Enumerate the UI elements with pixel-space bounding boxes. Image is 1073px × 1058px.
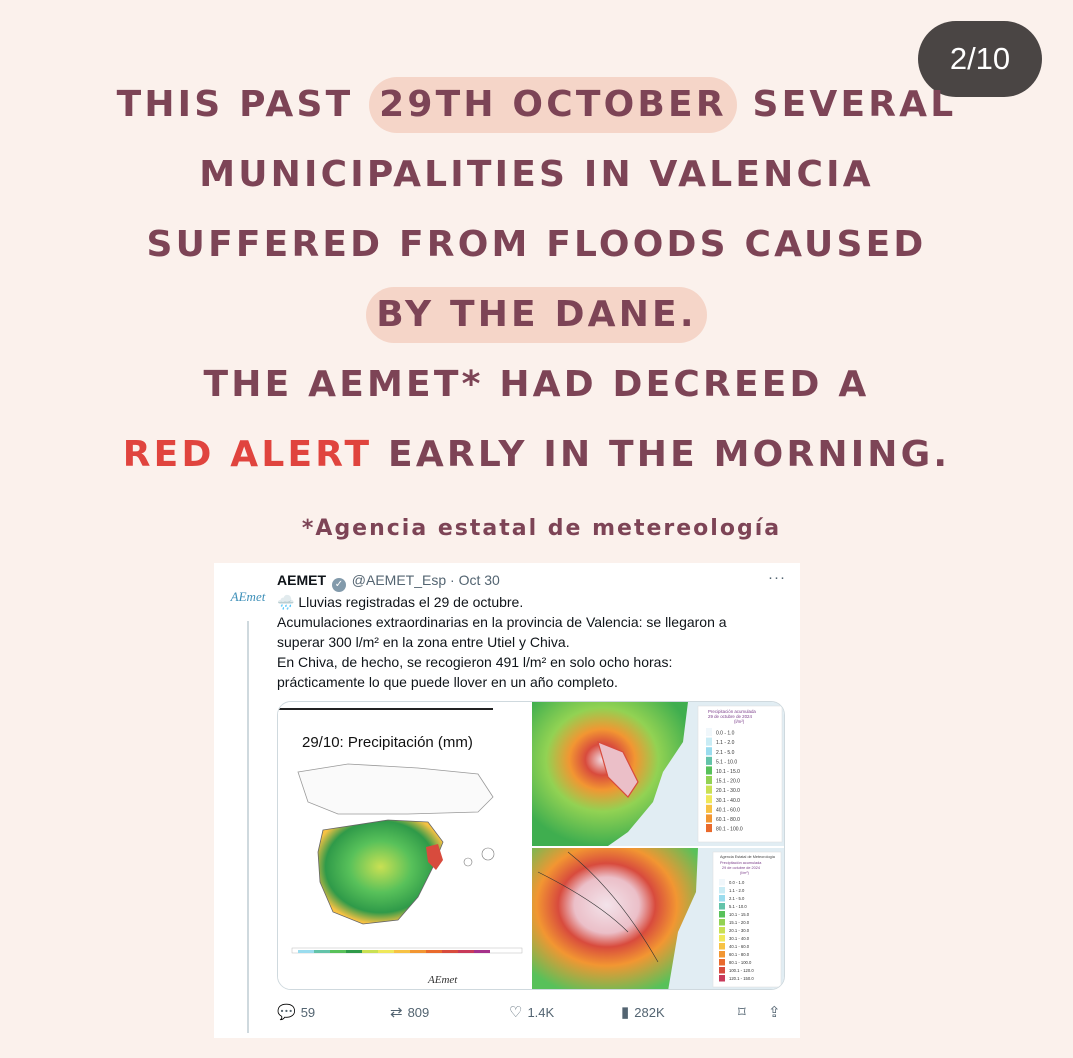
reply-button[interactable] — [277, 1003, 315, 1021]
legend-label: 15.1 - 20.0 — [729, 920, 750, 925]
tweet-line: Acumulaciones extraordinarias en la provincia de Valencia: se llegaron a — [277, 614, 727, 630]
legend-label: 0.0 - 1.0 — [716, 730, 735, 737]
tweet-date[interactable]: Oct 30 — [458, 572, 500, 588]
author-name[interactable]: AEMET — [277, 572, 326, 588]
tweet-line: prácticamente lo que puede llover en un año completo. — [277, 674, 618, 690]
views-button[interactable] — [621, 1003, 665, 1021]
headline — [0, 70, 1073, 490]
legend-swatch — [706, 738, 712, 746]
tweet-line: superar 300 l/m² en la zona entre Utiel y Chiva. — [277, 634, 570, 650]
highlight-date: 29TH OCTOBER — [369, 77, 737, 133]
legend-label: 5.1 - 10.0 — [729, 904, 747, 909]
separator-dot: · — [450, 572, 455, 588]
legend-label: 20.1 - 30.0 — [729, 928, 750, 933]
legend-swatch — [719, 911, 725, 918]
legend-label: 15.1 - 20.0 — [716, 778, 740, 785]
legend-label: 10.1 - 15.0 — [716, 769, 740, 775]
legend-label: 2.1 - 5.0 — [716, 749, 735, 756]
tweet-header — [277, 572, 500, 592]
legend-label: 5.1 - 10.0 — [716, 759, 738, 766]
share-button[interactable] — [768, 1003, 781, 1021]
svg-text:29 de octubre de 2024: 29 de octubre de 2024 — [722, 866, 761, 870]
tweet-actions — [277, 1003, 789, 1023]
legend-label: 100.1 - 120.0 — [729, 968, 754, 973]
legend-label: 60.1 - 80.0 — [729, 952, 750, 957]
legend-swatch — [719, 959, 725, 966]
legend-swatch — [719, 951, 725, 958]
headline-line-2: MUNICIPALITIES IN VALENCIA — [199, 154, 874, 195]
legend-swatch — [706, 776, 712, 784]
legend-label: 40.1 - 60.0 — [729, 944, 750, 949]
tweet-text — [277, 592, 789, 692]
legend-label: 0.0 - 1.0 — [729, 880, 745, 885]
legend-label: 2.1 - 5.0 — [729, 896, 745, 901]
legend-label: 30.1 - 40.0 — [716, 797, 740, 804]
legend-label: 80.1 - 100.0 — [716, 826, 743, 833]
legend-swatch — [706, 757, 712, 765]
legend-label: 20.1 - 30.0 — [716, 788, 740, 795]
legend-swatch — [719, 879, 725, 886]
legend-label: 40.1 - 60.0 — [716, 807, 740, 814]
legend-swatch — [706, 805, 712, 813]
repost-button[interactable] — [390, 1003, 429, 1021]
legend-swatch — [719, 943, 725, 950]
legend-label: 30.1 - 40.0 — [729, 936, 750, 941]
author-handle[interactable]: @AEMET_Esp — [351, 572, 447, 588]
precipitation-maps — [278, 702, 785, 990]
like-count: 1.4K — [527, 1004, 555, 1020]
legend-swatch — [719, 903, 725, 910]
legend-label: 10.1 - 15.0 — [729, 912, 750, 917]
legend-swatch — [719, 975, 725, 982]
repost-icon: ⇄ — [390, 1004, 403, 1021]
headline-text: SEVERAL — [736, 84, 957, 125]
legend-label: 120.1 - 150.0 — [729, 976, 754, 981]
legend-swatch — [719, 919, 725, 926]
map-title: 29/10: Precipitación (mm) — [302, 734, 473, 751]
svg-text:Precipitación acumulada: Precipitación acumulada — [720, 861, 762, 865]
legend-swatch — [706, 824, 712, 832]
highlight-dane: BY THE DANE. — [366, 287, 706, 343]
headline-line-3: SUFFERED FROM FLOODS CAUSED — [146, 224, 927, 265]
legend-label: 1.1 - 2.0 — [716, 740, 735, 747]
svg-text:Agencia Estatal de Meteorologí: Agencia Estatal de Meteorología — [720, 855, 775, 859]
bookmark-button[interactable] — [738, 1003, 746, 1021]
tweet-card[interactable] — [214, 563, 800, 1038]
headline-text: THIS PAST — [116, 84, 370, 125]
legend-swatch — [706, 728, 712, 736]
legend-label: 60.1 - 80.0 — [716, 817, 740, 823]
headline-line-4 — [0, 280, 1073, 350]
svg-text:(l/m²): (l/m²) — [740, 871, 749, 875]
bar-chart-icon: ▮ — [621, 1004, 630, 1021]
verified-icon: ✓ — [332, 578, 346, 592]
repost-count: 809 — [407, 1004, 430, 1020]
legend-swatch — [706, 814, 712, 822]
legend-swatch — [719, 967, 725, 974]
svg-text:29 de octubre de 2024: 29 de octubre de 2024 — [708, 714, 752, 719]
bookmark-icon: ⌑ — [738, 1004, 746, 1021]
thread-line — [247, 621, 249, 1033]
legend-swatch — [706, 747, 712, 755]
headline-line-5: THE AEMET* HAD DECREED A — [203, 364, 870, 405]
legend-swatch — [706, 795, 712, 803]
legend-swatch — [706, 766, 712, 774]
legend-swatch — [719, 887, 725, 894]
tweet-line: 🌧️ Lluvias registradas el 29 de octubre. — [277, 594, 524, 610]
avatar[interactable]: AEmet — [228, 577, 268, 617]
reply-count: 59 — [300, 1004, 316, 1020]
legend-swatch — [719, 927, 725, 934]
legend-label: 80.1 - 100.0 — [729, 960, 752, 965]
footnote: *Agencia estatal de metereología — [301, 516, 782, 541]
more-options-icon[interactable]: ··· — [768, 569, 786, 586]
svg-text:(l/m²): (l/m²) — [734, 719, 745, 724]
legend-label: 1.1 - 2.0 — [729, 888, 745, 893]
tweet-media[interactable] — [277, 701, 785, 990]
share-icon: ⇪ — [768, 1004, 781, 1021]
reply-icon: 💬 — [277, 1004, 296, 1021]
red-alert-text: RED ALERT — [122, 434, 373, 475]
tweet-line: En Chiva, de hecho, se recogieron 491 l/m² en solo ocho horas: — [277, 654, 673, 670]
svg-text:Precipitación acumulada: Precipitación acumulada — [708, 709, 756, 714]
like-button[interactable] — [509, 1003, 554, 1021]
views-count: 282K — [634, 1004, 665, 1020]
legend-swatch — [719, 935, 725, 942]
color-scale-bar — [298, 950, 490, 953]
aemet-logo: AEmet — [428, 974, 458, 986]
headline-line-1 — [0, 70, 1073, 140]
legend-swatch — [719, 895, 725, 902]
legend-swatch — [706, 786, 712, 794]
page-counter: 2/10 — [918, 21, 1042, 97]
heart-icon: ♡ — [509, 1004, 523, 1021]
headline-text: EARLY IN THE MORNING. — [372, 434, 951, 475]
headline-line-6 — [0, 420, 1073, 490]
